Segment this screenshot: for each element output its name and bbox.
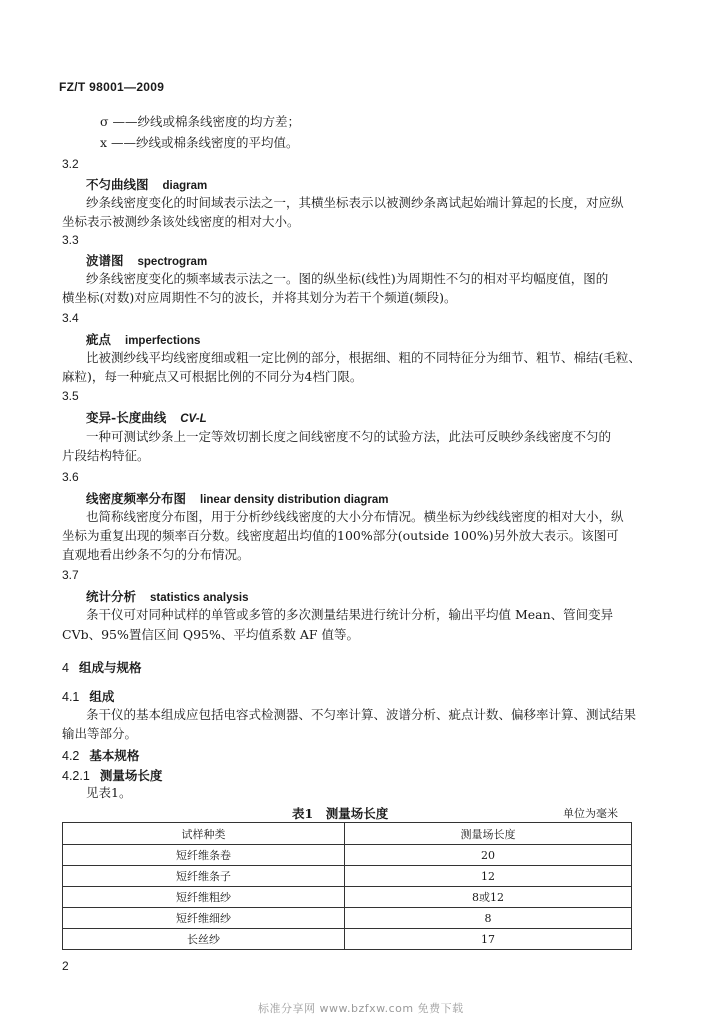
subsection-title: 基本规格	[89, 748, 140, 763]
table-cell: 20	[345, 845, 632, 866]
section-title: 组成与规格	[78, 660, 142, 675]
table-cell: 8	[345, 908, 632, 929]
table-cell: 短纤维条卷	[63, 845, 345, 866]
table-cell: 17	[345, 929, 632, 950]
term-text-line: 也简称线密度分布图，用于分析纱线线密度的大小分布情况。横坐标为纱线线密度的相对大小，纵	[86, 509, 624, 524]
subsection-heading	[62, 766, 162, 784]
term-text-line: 纱条线密度变化的频率域表示法之一。图的纵坐标(线性)为周期性不匀的相对平均幅度值，图的	[86, 271, 609, 286]
term-en: spectrogram	[137, 256, 208, 268]
body-text-line: 见表1。	[86, 785, 132, 800]
definition-sigma: σ ——纱线或棉条线密度的均方差；	[100, 114, 301, 129]
term-heading	[86, 408, 207, 426]
term-text-line: 直观地看出纱条不匀的分布情况。	[62, 547, 250, 562]
subsection-title: 测量场长度	[99, 768, 163, 783]
table-header-cell: 试样种类	[63, 823, 345, 845]
subsection-number: 4.2.1	[62, 769, 90, 783]
term-text-line: CVb、95%置信区间 Q95%、平均值系数 AF 值等。	[62, 627, 360, 642]
term-text-line: 坐标表示被测纱条该处线密度的相对大小。	[62, 214, 300, 229]
table-cell: 短纤维粗纱	[63, 887, 345, 908]
table-caption: 表1 测量场长度	[292, 806, 389, 821]
clause-number: 3.3	[62, 233, 79, 247]
term-heading	[86, 489, 389, 507]
standard-code: FZ/T 98001—2009	[59, 80, 165, 94]
term-zh: 变异-长度曲线	[86, 410, 167, 425]
term-zh: 波谱图	[86, 253, 124, 268]
term-en: CV-L	[180, 413, 207, 425]
term-text-line: 片段结构特征。	[62, 448, 150, 463]
definition-xbar: x ——纱线或棉条线密度的平均值。	[100, 135, 299, 150]
term-text-line: 纱条线密度变化的时间域表示法之一，其横坐标表示以被测纱条离试起始端计算起的长度，对应纵	[86, 195, 624, 210]
subsection-number: 4.1	[62, 690, 80, 704]
table-cell: 8或12	[345, 887, 632, 908]
table-cell: 长丝纱	[63, 929, 345, 950]
term-heading	[86, 330, 200, 348]
term-en: imperfections	[125, 335, 201, 347]
measurement-length-table	[62, 822, 632, 950]
term-text-line: 横坐标(对数)对应周期性不匀的波长，并将其划分为若干个频道(频段)。	[62, 290, 457, 305]
term-zh: 不匀曲线图	[86, 177, 149, 192]
section-heading	[62, 658, 141, 676]
clause-number: 3.5	[62, 389, 79, 403]
clause-number: 3.2	[62, 157, 79, 171]
table-cell: 12	[345, 866, 632, 887]
table-cell: 短纤维细纱	[63, 908, 345, 929]
term-text-line: 一种可测试纱条上一定等效切割长度之间线密度不匀的试验方法，此法可反映纱条线密度不匀的	[86, 429, 612, 444]
table-row	[63, 845, 632, 866]
subsection-title: 组成	[89, 689, 115, 704]
watermark: 标准分享网 www.bzfxw.com 免费下载	[258, 1002, 464, 1015]
page-number: 2	[62, 959, 69, 973]
section-number: 4	[62, 661, 69, 675]
subsection-heading	[62, 687, 114, 705]
table-row	[63, 908, 632, 929]
term-zh: 统计分析	[86, 589, 137, 604]
term-zh: 线密度频率分布图	[86, 491, 187, 506]
table-row	[63, 929, 632, 950]
clause-number: 3.7	[62, 568, 79, 582]
term-text-line: 麻粒)，每一种疵点又可根据比例的不同分为4档门限。	[62, 369, 363, 384]
table-header-cell: 测量场长度	[345, 823, 632, 845]
subsection-heading	[62, 746, 139, 764]
term-en: statistics analysis	[150, 592, 249, 604]
term-heading	[86, 175, 207, 193]
table-row	[63, 887, 632, 908]
body-text-line: 输出等部分。	[62, 726, 138, 741]
table-header-row	[63, 823, 632, 845]
term-heading	[86, 251, 207, 269]
term-en: linear density distribution diagram	[200, 494, 389, 506]
table-cell: 短纤维条子	[63, 866, 345, 887]
term-text-line: 条干仪可对同种试样的单管或多管的多次测量结果进行统计分析，输出平均值 Mean、管间变异	[86, 607, 614, 622]
clause-number: 3.4	[62, 311, 79, 325]
term-zh: 疵点	[86, 332, 112, 347]
subsection-number: 4.2	[62, 749, 80, 763]
clause-number: 3.6	[62, 470, 79, 484]
body-text-line: 条干仪的基本组成应包括电容式检测器、不匀率计算、波谱分析、疵点计数、偏移率计算、测试结果	[86, 707, 637, 722]
term-heading	[86, 587, 248, 605]
term-text-line: 比被测纱线平均线密度细或粗一定比例的部分，根据细、粗的不同特征分为细节、粗节、棉结(毛粒、	[86, 350, 641, 365]
table-row	[63, 866, 632, 887]
term-en: diagram	[162, 180, 208, 192]
table-unit: 单位为毫米	[563, 807, 618, 820]
term-text-line: 坐标为重复出现的频率百分数。线密度超出均值的100%部分(outside 100%)另外放大表示。该图可	[62, 528, 619, 543]
